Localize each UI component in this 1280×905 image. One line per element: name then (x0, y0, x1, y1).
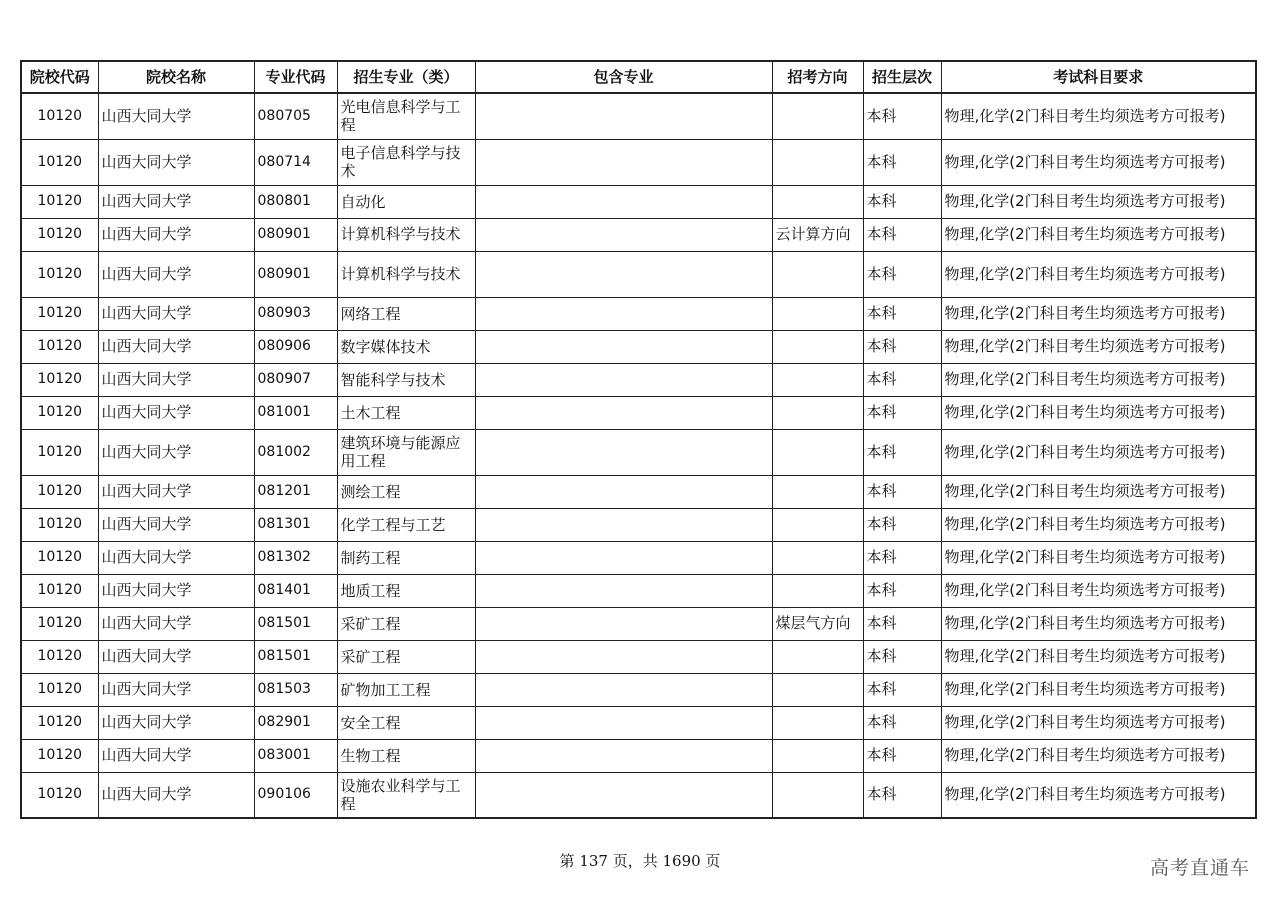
cell-school-name: 山西大同大学 (98, 772, 254, 818)
cell-school-name: 山西大同大学 (98, 640, 254, 673)
cell-subject-requirements: 物理,化学(2门科目考生均须选考方可报考) (941, 396, 1256, 429)
table-row (21, 475, 1256, 508)
cell-level: 本科 (863, 706, 941, 739)
cell-major-code: 083001 (254, 739, 337, 772)
table-body (21, 93, 1256, 818)
cell-major: 计算机科学与技术 (337, 218, 475, 251)
cell-subject-requirements: 物理,化学(2门科目考生均须选考方可报考) (941, 185, 1256, 218)
table-row (21, 706, 1256, 739)
cell-direction (772, 185, 863, 218)
watermark: 高考直通车 (1149, 857, 1250, 879)
cell-included-majors (475, 772, 772, 818)
cell-level: 本科 (863, 673, 941, 706)
cell-direction (772, 93, 863, 139)
header-school-name: 院校名称 (98, 61, 254, 93)
cell-level: 本科 (863, 218, 941, 251)
cell-major: 测绘工程 (337, 475, 475, 508)
cell-direction (772, 396, 863, 429)
table-row (21, 640, 1256, 673)
cell-school-name: 山西大同大学 (98, 330, 254, 363)
cell-subject-requirements: 物理,化学(2门科目考生均须选考方可报考) (941, 139, 1256, 185)
cell-subject-requirements: 物理,化学(2门科目考生均须选考方可报考) (941, 640, 1256, 673)
header-school-code: 院校代码 (21, 61, 98, 93)
table-row (21, 251, 1256, 297)
cell-subject-requirements: 物理,化学(2门科目考生均须选考方可报考) (941, 429, 1256, 475)
table-row (21, 574, 1256, 607)
cell-major-code: 081501 (254, 640, 337, 673)
cell-school-code: 10120 (21, 706, 98, 739)
cell-major-code: 081201 (254, 475, 337, 508)
cell-direction (772, 297, 863, 330)
cell-major: 安全工程 (337, 706, 475, 739)
cell-major-code: 081302 (254, 541, 337, 574)
cell-subject-requirements: 物理,化学(2门科目考生均须选考方可报考) (941, 93, 1256, 139)
cell-school-code: 10120 (21, 363, 98, 396)
cell-major: 制药工程 (337, 541, 475, 574)
cell-major: 设施农业科学与工程 (337, 772, 475, 818)
table-row (21, 396, 1256, 429)
cell-direction (772, 574, 863, 607)
cell-included-majors (475, 429, 772, 475)
cell-level: 本科 (863, 139, 941, 185)
cell-major: 光电信息科学与工程 (337, 93, 475, 139)
cell-included-majors (475, 139, 772, 185)
cell-level: 本科 (863, 475, 941, 508)
cell-subject-requirements: 物理,化学(2门科目考生均须选考方可报考) (941, 218, 1256, 251)
cell-included-majors (475, 739, 772, 772)
table-row (21, 739, 1256, 772)
cell-school-code: 10120 (21, 673, 98, 706)
cell-included-majors (475, 93, 772, 139)
cell-subject-requirements: 物理,化学(2门科目考生均须选考方可报考) (941, 330, 1256, 363)
cell-subject-requirements: 物理,化学(2门科目考生均须选考方可报考) (941, 706, 1256, 739)
cell-direction (772, 251, 863, 297)
header-row (21, 61, 1256, 93)
cell-school-code: 10120 (21, 185, 98, 218)
cell-major: 建筑环境与能源应用工程 (337, 429, 475, 475)
cell-major-code: 081501 (254, 607, 337, 640)
header-major: 招生专业（类） (337, 61, 475, 93)
header-direction: 招考方向 (772, 61, 863, 93)
cell-included-majors (475, 251, 772, 297)
cell-direction: 云计算方向 (772, 218, 863, 251)
cell-subject-requirements: 物理,化学(2门科目考生均须选考方可报考) (941, 251, 1256, 297)
cell-major-code: 081401 (254, 574, 337, 607)
cell-major: 网络工程 (337, 297, 475, 330)
cell-included-majors (475, 541, 772, 574)
cell-school-code: 10120 (21, 739, 98, 772)
cell-major: 计算机科学与技术 (337, 251, 475, 297)
cell-school-code: 10120 (21, 251, 98, 297)
cell-subject-requirements: 物理,化学(2门科目考生均须选考方可报考) (941, 607, 1256, 640)
table-row (21, 330, 1256, 363)
cell-major-code: 082901 (254, 706, 337, 739)
cell-major: 生物工程 (337, 739, 475, 772)
cell-school-code: 10120 (21, 396, 98, 429)
cell-major: 自动化 (337, 185, 475, 218)
table-row (21, 607, 1256, 640)
cell-included-majors (475, 297, 772, 330)
cell-major: 电子信息科学与技术 (337, 139, 475, 185)
cell-included-majors (475, 508, 772, 541)
cell-direction (772, 673, 863, 706)
cell-subject-requirements: 物理,化学(2门科目考生均须选考方可报考) (941, 475, 1256, 508)
table-row (21, 673, 1256, 706)
table-row (21, 218, 1256, 251)
cell-major: 化学工程与工艺 (337, 508, 475, 541)
cell-included-majors (475, 673, 772, 706)
cell-major: 采矿工程 (337, 607, 475, 640)
cell-school-code: 10120 (21, 607, 98, 640)
cell-subject-requirements: 物理,化学(2门科目考生均须选考方可报考) (941, 739, 1256, 772)
cell-major-code: 081002 (254, 429, 337, 475)
cell-school-name: 山西大同大学 (98, 363, 254, 396)
cell-included-majors (475, 574, 772, 607)
cell-school-name: 山西大同大学 (98, 297, 254, 330)
cell-major: 矿物加工工程 (337, 673, 475, 706)
cell-major: 智能科学与技术 (337, 363, 475, 396)
cell-major-code: 080901 (254, 251, 337, 297)
cell-major: 采矿工程 (337, 640, 475, 673)
cell-school-name: 山西大同大学 (98, 139, 254, 185)
cell-included-majors (475, 185, 772, 218)
cell-school-code: 10120 (21, 139, 98, 185)
cell-level: 本科 (863, 607, 941, 640)
cell-level: 本科 (863, 574, 941, 607)
cell-level: 本科 (863, 251, 941, 297)
cell-major: 数字媒体技术 (337, 330, 475, 363)
cell-major-code: 080801 (254, 185, 337, 218)
cell-major-code: 080906 (254, 330, 337, 363)
cell-school-code: 10120 (21, 429, 98, 475)
cell-included-majors (475, 330, 772, 363)
cell-included-majors (475, 475, 772, 508)
cell-major-code: 080903 (254, 297, 337, 330)
table-row (21, 429, 1256, 475)
cell-direction (772, 139, 863, 185)
cell-school-name: 山西大同大学 (98, 251, 254, 297)
cell-school-code: 10120 (21, 475, 98, 508)
cell-level: 本科 (863, 772, 941, 818)
header-major-code: 专业代码 (254, 61, 337, 93)
cell-direction (772, 475, 863, 508)
cell-level: 本科 (863, 330, 941, 363)
cell-direction (772, 330, 863, 363)
cell-level: 本科 (863, 396, 941, 429)
table-row (21, 185, 1256, 218)
cell-included-majors (475, 607, 772, 640)
admission-table (20, 60, 1257, 819)
cell-included-majors (475, 706, 772, 739)
cell-major: 地质工程 (337, 574, 475, 607)
cell-direction (772, 772, 863, 818)
table-row (21, 772, 1256, 818)
cell-level: 本科 (863, 297, 941, 330)
cell-school-name: 山西大同大学 (98, 396, 254, 429)
header-level: 招生层次 (863, 61, 941, 93)
cell-school-code: 10120 (21, 541, 98, 574)
cell-major-code: 080705 (254, 93, 337, 139)
cell-major-code: 081503 (254, 673, 337, 706)
cell-school-code: 10120 (21, 297, 98, 330)
header-included-majors: 包含专业 (475, 61, 772, 93)
cell-major-code: 081301 (254, 508, 337, 541)
cell-school-code: 10120 (21, 218, 98, 251)
cell-school-name: 山西大同大学 (98, 574, 254, 607)
cell-school-code: 10120 (21, 330, 98, 363)
cell-school-name: 山西大同大学 (98, 429, 254, 475)
cell-subject-requirements: 物理,化学(2门科目考生均须选考方可报考) (941, 574, 1256, 607)
cell-included-majors (475, 640, 772, 673)
cell-level: 本科 (863, 508, 941, 541)
cell-subject-requirements: 物理,化学(2门科目考生均须选考方可报考) (941, 673, 1256, 706)
cell-direction (772, 429, 863, 475)
cell-level: 本科 (863, 640, 941, 673)
cell-direction (772, 541, 863, 574)
table-row (21, 363, 1256, 396)
cell-school-name: 山西大同大学 (98, 218, 254, 251)
cell-school-name: 山西大同大学 (98, 739, 254, 772)
cell-direction (772, 508, 863, 541)
cell-school-name: 山西大同大学 (98, 93, 254, 139)
page-number: 第 137 页，共 1690 页 (559, 852, 721, 870)
cell-school-code: 10120 (21, 640, 98, 673)
cell-direction (772, 363, 863, 396)
cell-subject-requirements: 物理,化学(2门科目考生均须选考方可报考) (941, 363, 1256, 396)
cell-school-name: 山西大同大学 (98, 673, 254, 706)
cell-school-name: 山西大同大学 (98, 541, 254, 574)
cell-subject-requirements: 物理,化学(2门科目考生均须选考方可报考) (941, 297, 1256, 330)
cell-level: 本科 (863, 739, 941, 772)
cell-direction (772, 640, 863, 673)
header-subject-requirements: 考试科目要求 (941, 61, 1256, 93)
cell-school-name: 山西大同大学 (98, 475, 254, 508)
table-row (21, 508, 1256, 541)
table-row (21, 139, 1256, 185)
cell-direction (772, 739, 863, 772)
cell-school-name: 山西大同大学 (98, 185, 254, 218)
cell-major: 土木工程 (337, 396, 475, 429)
cell-subject-requirements: 物理,化学(2门科目考生均须选考方可报考) (941, 508, 1256, 541)
cell-direction: 煤层气方向 (772, 607, 863, 640)
cell-subject-requirements: 物理,化学(2门科目考生均须选考方可报考) (941, 772, 1256, 818)
cell-major-code: 080907 (254, 363, 337, 396)
cell-level: 本科 (863, 429, 941, 475)
cell-major-code: 080714 (254, 139, 337, 185)
cell-level: 本科 (863, 185, 941, 218)
cell-direction (772, 706, 863, 739)
cell-school-code: 10120 (21, 93, 98, 139)
cell-major-code: 080901 (254, 218, 337, 251)
cell-school-code: 10120 (21, 574, 98, 607)
cell-school-name: 山西大同大学 (98, 706, 254, 739)
table-row (21, 93, 1256, 139)
cell-level: 本科 (863, 93, 941, 139)
cell-school-name: 山西大同大学 (98, 607, 254, 640)
cell-included-majors (475, 396, 772, 429)
cell-major-code: 090106 (254, 772, 337, 818)
cell-school-code: 10120 (21, 508, 98, 541)
table-row (21, 297, 1256, 330)
cell-included-majors (475, 218, 772, 251)
table-row (21, 541, 1256, 574)
cell-included-majors (475, 363, 772, 396)
cell-major-code: 081001 (254, 396, 337, 429)
cell-level: 本科 (863, 541, 941, 574)
cell-subject-requirements: 物理,化学(2门科目考生均须选考方可报考) (941, 541, 1256, 574)
cell-school-name: 山西大同大学 (98, 508, 254, 541)
cell-school-code: 10120 (21, 772, 98, 818)
cell-level: 本科 (863, 363, 941, 396)
